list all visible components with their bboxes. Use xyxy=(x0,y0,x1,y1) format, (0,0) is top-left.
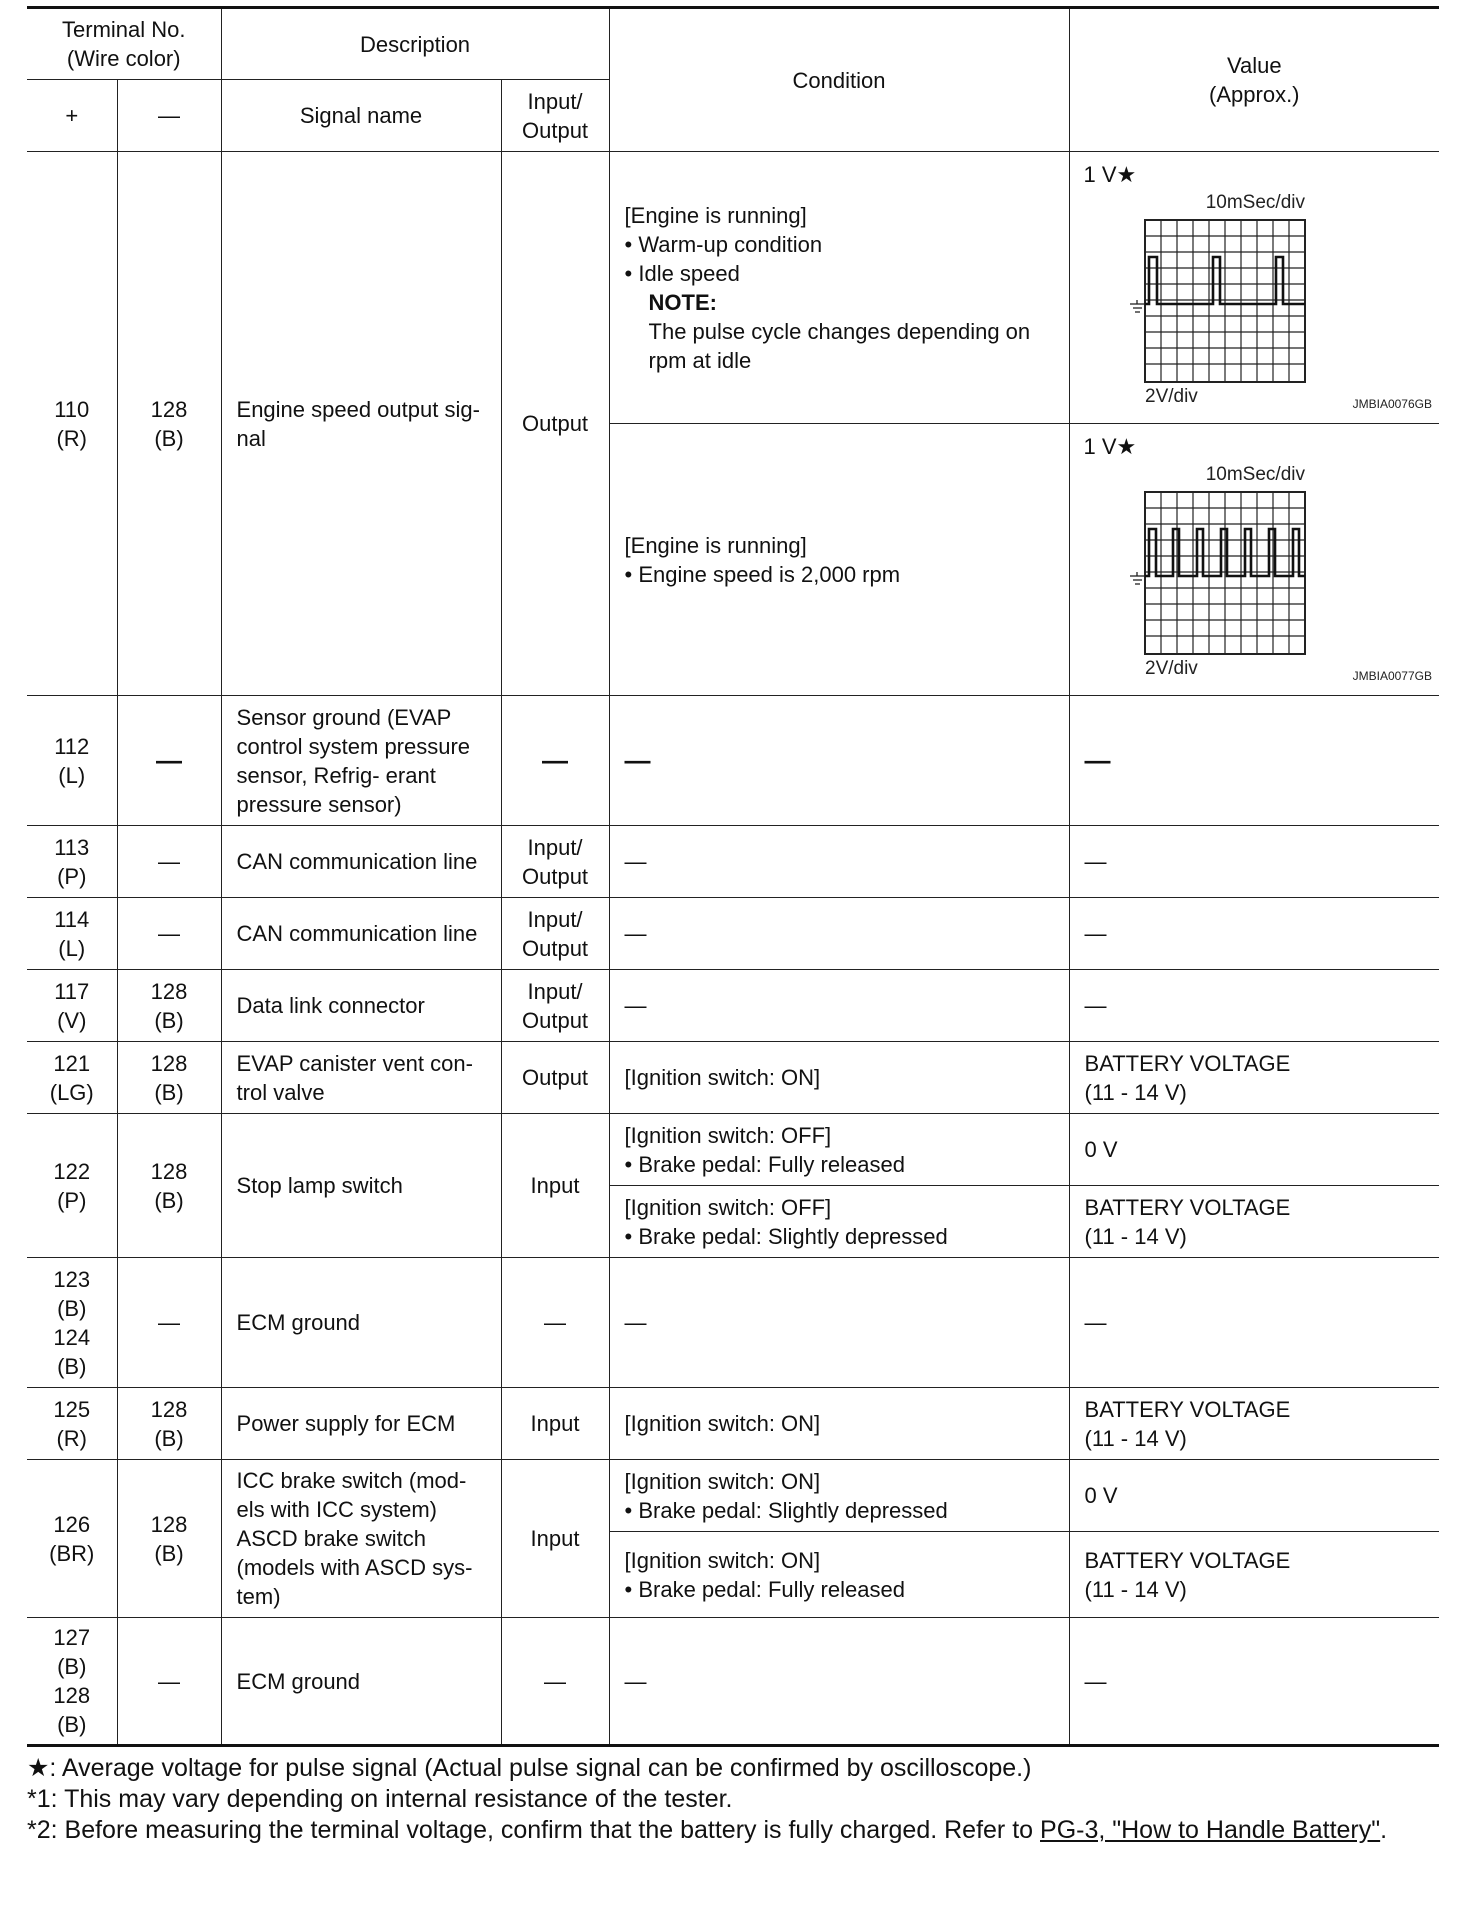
value-cell: — xyxy=(1069,696,1439,826)
condition-header: Condition xyxy=(609,8,1069,152)
signal-cell: CAN communication line xyxy=(221,898,501,970)
condition-cell: — xyxy=(609,826,1069,898)
io-cell: Input xyxy=(501,1388,609,1460)
value-cell: 0 V xyxy=(1069,1460,1439,1532)
condition-cell: [Engine is running] • Engine speed is 2,000 rpm xyxy=(609,424,1069,696)
row-117 xyxy=(27,970,1439,1042)
plus-cell: 110 (R) xyxy=(27,152,117,696)
condition-cell: — xyxy=(609,1258,1069,1388)
ground-symbol-icon xyxy=(1130,300,1145,312)
row-122-a xyxy=(27,1114,1439,1186)
minus-cell: 128 (B) xyxy=(117,1042,221,1114)
signal-cell: ECM ground xyxy=(221,1618,501,1746)
condition-cell: — xyxy=(609,696,1069,826)
signal-cell: ECM ground xyxy=(221,1258,501,1388)
oscilloscope-waveform-idle xyxy=(1070,152,1440,422)
row-110-a xyxy=(27,152,1439,424)
plus-cell: 125 (R) xyxy=(27,1388,117,1460)
value-text: 1 V★ xyxy=(1083,162,1137,187)
io-cell: Input/ Output xyxy=(501,826,609,898)
value-cell: 0 V xyxy=(1069,1114,1439,1186)
value-cell xyxy=(1069,152,1439,424)
io-cell: — xyxy=(501,1618,609,1746)
value-text: 1 V★ xyxy=(1083,434,1137,459)
io-cell: Input/ Output xyxy=(501,898,609,970)
condition-cell: — xyxy=(609,970,1069,1042)
minus-cell: — xyxy=(117,826,221,898)
io-cell: Output xyxy=(501,1042,609,1114)
value-cell: BATTERY VOLTAGE (11 - 14 V) xyxy=(1069,1532,1439,1618)
io-cell: Output xyxy=(501,152,609,696)
row-113 xyxy=(27,826,1439,898)
plus-cell: 114 (L) xyxy=(27,898,117,970)
minus-cell: 128 (B) xyxy=(117,1388,221,1460)
footnote-1: *1: This may vary depending on internal resistance of the tester. xyxy=(27,1785,733,1813)
signal-cell: Power supply for ECM xyxy=(221,1388,501,1460)
row-126-a xyxy=(27,1460,1439,1532)
signal-cell: Stop lamp switch xyxy=(221,1114,501,1258)
value-cell: — xyxy=(1069,970,1439,1042)
ground-symbol-icon xyxy=(1130,572,1145,584)
minus-cell: — xyxy=(117,1618,221,1746)
battery-handling-link[interactable]: PG-3, "How to Handle Battery" xyxy=(1040,1816,1381,1844)
time-div-label: 10mSec/div xyxy=(1205,192,1305,213)
plus-cell: 126 (BR) xyxy=(27,1460,117,1618)
condition-cell: [Ignition switch: ON] • Brake pedal: Fully released xyxy=(609,1532,1069,1618)
footnotes xyxy=(27,1753,1439,1846)
signal-cell: Engine speed output sig- nal xyxy=(221,152,501,696)
signal-cell: ICC brake switch (mod- els with ICC system) ASCD brake switch (models with ASCD sys- tem) xyxy=(221,1460,501,1618)
volt-div-label: 2V/div xyxy=(1144,658,1198,679)
footnote-2: *2: Before measuring the terminal voltage, confirm that the battery is fully charged. Refer to PG-3, "How to Handle Battery". xyxy=(27,1816,1388,1844)
minus-cell: — xyxy=(117,1258,221,1388)
description-header: Description xyxy=(221,8,609,80)
figure-code: JMBIA0076GB xyxy=(1352,397,1432,411)
plus-cell: 113 (P) xyxy=(27,826,117,898)
minus-cell: 128 (B) xyxy=(117,970,221,1042)
condition-cell: — xyxy=(609,1618,1069,1746)
condition-cell: [Ignition switch: OFF] • Brake pedal: Fully released xyxy=(609,1114,1069,1186)
minus-cell: 128 (B) xyxy=(117,1460,221,1618)
row-114 xyxy=(27,898,1439,970)
condition-cell: [Ignition switch: ON] xyxy=(609,1388,1069,1460)
condition-cell: [Ignition switch: ON] xyxy=(609,1042,1069,1114)
io-cell: — xyxy=(501,696,609,826)
minus-cell: 128 (B) xyxy=(117,1114,221,1258)
plus-cell: 123 (B) 124 (B) xyxy=(27,1258,117,1388)
time-div-label: 10mSec/div xyxy=(1205,464,1305,485)
io-cell: Input xyxy=(501,1114,609,1258)
plus-cell: 121 (LG) xyxy=(27,1042,117,1114)
row-121 xyxy=(27,1042,1439,1114)
value-cell: BATTERY VOLTAGE (11 - 14 V) xyxy=(1069,1042,1439,1114)
terminal-spec-document xyxy=(27,6,1439,1846)
row-125 xyxy=(27,1388,1439,1460)
value-cell: — xyxy=(1069,898,1439,970)
io-header: Input/ Output xyxy=(501,80,609,152)
value-cell: — xyxy=(1069,826,1439,898)
terminal-table xyxy=(27,6,1439,1747)
minus-cell: — xyxy=(117,898,221,970)
io-cell: — xyxy=(501,1258,609,1388)
minus-cell: 128 (B) xyxy=(117,152,221,696)
value-cell: — xyxy=(1069,1258,1439,1388)
plus-cell: 112 (L) xyxy=(27,696,117,826)
signal-cell: CAN communication line xyxy=(221,826,501,898)
signal-name-header: Signal name xyxy=(221,80,501,152)
plus-cell: 127 (B) 128 (B) xyxy=(27,1618,117,1746)
row-127-128 xyxy=(27,1618,1439,1746)
signal-cell: EVAP canister vent con- trol valve xyxy=(221,1042,501,1114)
value-cell: — xyxy=(1069,1618,1439,1746)
volt-div-label: 2V/div xyxy=(1144,386,1198,407)
value-header: Value (Approx.) xyxy=(1069,8,1439,152)
value-cell xyxy=(1069,424,1439,696)
plus-cell: 122 (P) xyxy=(27,1114,117,1258)
value-cell: BATTERY VOLTAGE (11 - 14 V) xyxy=(1069,1388,1439,1460)
oscilloscope-waveform-2000rpm xyxy=(1070,424,1440,694)
plus-header: + xyxy=(27,80,117,152)
plus-cell: 117 (V) xyxy=(27,970,117,1042)
scope-grid xyxy=(1145,220,1305,382)
row-112 xyxy=(27,696,1439,826)
condition-cell: [Ignition switch: ON] • Brake pedal: Slightly depressed xyxy=(609,1460,1069,1532)
condition-cell: [Ignition switch: OFF] • Brake pedal: Slightly depressed xyxy=(609,1186,1069,1258)
condition-cell: — xyxy=(609,898,1069,970)
footnote-star: ★: Average voltage for pulse signal (Actual pulse signal can be confirmed by oscilloscope.) xyxy=(27,1754,1032,1782)
figure-code: JMBIA0077GB xyxy=(1352,669,1432,683)
condition-cell: [Engine is running] • Warm-up condition • Idle speed NOTE: The pulse cycle changes depending on rpm at idle xyxy=(609,152,1069,424)
row-123-124 xyxy=(27,1258,1439,1388)
scope-grid xyxy=(1145,492,1305,654)
signal-cell: Sensor ground (EVAP control system pressure sensor, Refrig- erant pressure sensor) xyxy=(221,696,501,826)
minus-header: — xyxy=(117,80,221,152)
io-cell: Input xyxy=(501,1460,609,1618)
signal-cell: Data link connector xyxy=(221,970,501,1042)
minus-cell: — xyxy=(117,696,221,826)
value-cell: BATTERY VOLTAGE (11 - 14 V) xyxy=(1069,1186,1439,1258)
io-cell: Input/ Output xyxy=(501,970,609,1042)
terminal-no-header: Terminal No. (Wire color) xyxy=(27,8,221,80)
header-row-1 xyxy=(27,8,1439,80)
